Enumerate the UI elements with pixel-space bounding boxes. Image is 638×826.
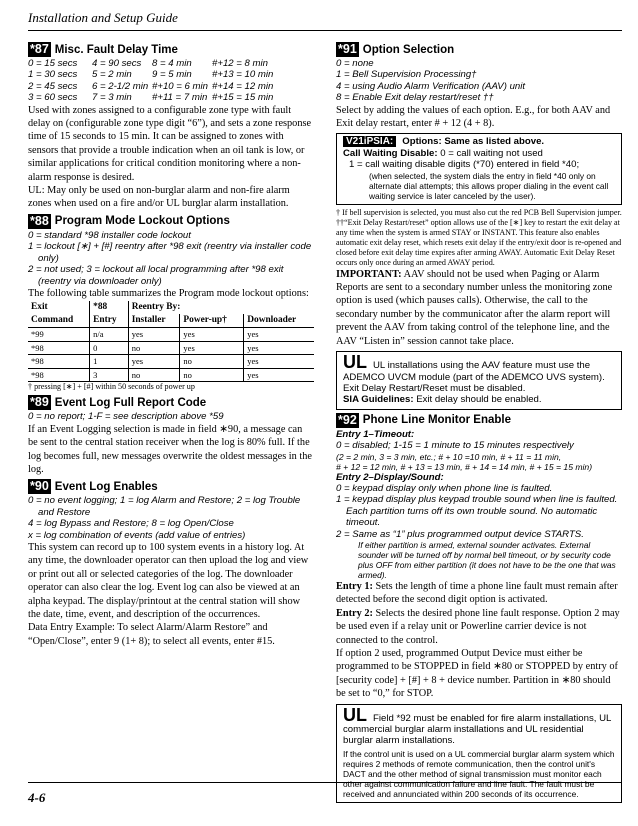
delay-option: #+14 = 12 min (212, 80, 274, 92)
entry2-heading: Entry 2–Display/Sound: (336, 471, 444, 483)
right-column (336, 42, 622, 806)
field-88-section (28, 214, 314, 392)
delay-option: 3 = 60 secs (28, 92, 78, 104)
log-option: 0 = no event logging; 1 = log Alarm and Restore; 2 = log Trouble and Restore (28, 495, 301, 518)
lockout-option: 0 = standard *98 installer code lockout (28, 229, 191, 241)
field-88-title (28, 214, 314, 229)
header-rule (28, 30, 622, 31)
field-number: *89 (30, 395, 49, 410)
delay-option: 6 = 2-1/2 min (92, 80, 149, 92)
delay-option: 0 = 15 secs (28, 58, 78, 69)
selection-option: 1 = Bell Supervision Processing† (336, 69, 477, 81)
delay-option: 5 = 2 min (92, 69, 132, 81)
lockout-table (28, 301, 314, 382)
delay-options-grid (28, 58, 314, 104)
field-name: Misc. Fault Delay Time (54, 43, 178, 56)
field-name: Option Selection (362, 43, 455, 56)
entry2-detail: If either partition is armed, external sounder activates. External sounder will be turned off by normal bell timeout, or by security code plus OFF from either partition (it does not have to be the one that was armed). (358, 539, 616, 580)
col-header: Power-up† (180, 314, 244, 328)
field-number: *88 (30, 213, 49, 228)
ul-logo: UL (343, 704, 367, 725)
field-number: *87 (30, 42, 49, 56)
field-87-title (28, 42, 314, 57)
option2-description: If option 2 used, programmed Output Device must either be programmed to be STOPPED in field ∗80 or STOPPED by entry of [security code] + [#] + 8 + device number. Partition in ∗80 should be set to “0,” for STOP. (336, 648, 618, 700)
bell-supervision-note: † If bell supervision is selected, you must also cut the red PCB Bell Supervision jumper. (336, 207, 622, 217)
field-name: Event Log Full Report Code (54, 396, 207, 409)
lockout-option: 2 = not used; 3 = lockout all local programming after *98 exit (reentry via downloader only) (28, 264, 284, 287)
field-90-title (28, 479, 314, 494)
left-column (28, 42, 314, 651)
table-row: *98 0 no yes yes (28, 341, 314, 355)
field-name: Program Mode Lockout Options (54, 215, 230, 228)
field-90-description: This system can record up to 100 system events in a history log. At any time, the downloader operator can then upload the log and view or print out all or selected categories of the log. The downloader operator can also clear the log. Event log can also be viewed at an alpha keypad. The display/printout at the central station will show the date, time, event, and description of the occurrences. (28, 541, 309, 620)
field-name: Event Log Enables (54, 480, 158, 493)
delay-option: #+12 = 8 min (212, 58, 269, 69)
field-number: *90 (30, 479, 49, 494)
table-footnote: † pressing [∗] + [#] within 50 seconds of power up (28, 382, 195, 392)
sia-guideline: SIA Guidelines: Exit delay should be enabled. (343, 394, 542, 406)
ul-commercial-note: If the control unit is used on a UL commercial burglar alarm system which requires 2 methods of remote communication, then the control unit's DACT and the other method of signal transmission must monitor each other against communication failure and line fault. The fault must be received and annunciated within 200 seconds of its occurrence. (343, 748, 615, 799)
entry1-detail: # + 12 = 12 min, # + 13 = 13 min, # + 14 = 14 min, # + 15 = 15 min) (336, 461, 593, 472)
lockout-option: 1 = lockout [∗] + [#] reentry after *98 exit (reentry via installer code only) (28, 241, 312, 264)
call-waiting-option: 1 = call waiting disable digits (*70) entered in field *40; (349, 159, 580, 171)
field-87-description: Used with zones assigned to a configurable zone type with fault delay on (configurable zone type digit “6”), and sets a zone response time of 15 seconds to 15 min. It can be assigned to zones with sensors that provide a trouble indication when an oil tank is low, or similar applications for critical condition monitoring where a non-alarm response is desired. (28, 104, 312, 183)
col-header: *88 (90, 301, 129, 314)
entry2-option: 1 = keypad display plus keypad trouble sound when line is faulted. Each partition turns off its own trouble sound. No automatic timeout. (336, 494, 618, 529)
delay-option: #+15 = 15 min (212, 92, 274, 104)
report-option: 0 = no report; 1-F = see description above *59 (28, 411, 224, 423)
col-header: Entry (90, 314, 129, 328)
table-row: *99 n/a yes yes yes (28, 328, 314, 342)
log-option: 4 = log Bypass and Restore; 8 = log Open/Close (28, 518, 234, 530)
field-number: *91 (338, 42, 357, 56)
entry1-detail: (2 = 2 min, 3 = 3 min, etc.; # + 10 =10 min, # + 11 = 11 min, (336, 451, 562, 462)
entry1-heading: Entry 1–Timeout: (336, 428, 415, 440)
field-name: Phone Line Monitor Enable (362, 414, 512, 427)
entry1-description: Entry 1: Sets the length of time a phone line fault must remain after detected before the second digit option is activated. (336, 580, 618, 606)
table-intro: The following table summarizes the Program mode lockout options: (28, 287, 309, 299)
call-waiting-detail: (when selected, the system dials the entry in field *40 only on alternate dial attempts; this allows proper dialing in the event call waiting service is later canceled by the user). (369, 170, 609, 201)
field-89-title (28, 395, 314, 410)
entry2-option: 0 = keypad display only when phone line is faulted. (336, 482, 553, 494)
ul-logo: UL (343, 352, 367, 373)
log-option: x = log combination of events (add value of entries) (28, 529, 246, 541)
v21-tag: V21iPSIA: (343, 136, 396, 147)
delay-option: 4 = 90 secs (92, 58, 142, 69)
ul-note-92: UL Field *92 must be enabled for fire alarm installations, UL commercial burglar alarm installations and UL residential burglar alarm installations. (343, 704, 612, 747)
delay-option: 2 = 45 secs (28, 80, 78, 92)
table-row: *98 3 no no yes (28, 368, 314, 382)
col-header: Installer (128, 314, 180, 328)
entry2-option: 2 = Same as “1” plus programmed output device STARTS. (336, 528, 584, 540)
ul-box-92 (336, 704, 622, 803)
ul-box-91 (336, 351, 622, 410)
page-header: Installation and Setup Guide (28, 10, 178, 25)
selection-option: 8 = Enable Exit delay restart/reset †† (336, 92, 494, 104)
entry2-description: Entry 2: Selects the desired phone line fault response. Option 2 may be used even if a relay unit or Powerline carrier device is not connected to the control. (336, 607, 620, 646)
exit-delay-note: ††“Exit Delay Restart/reset” option allows use of the [∗] key to restart the exit delay at any time when the system is armed STAY or INSTANT. This feature also enables automatic exit delay reset, which resets exit delay if the entry/exit door is re-opened and closed before exit delay time expires after arming AWAY. Automatic Exit Delay Reset occurs only once during an armed AWAY period. (336, 217, 622, 267)
field-89-description: If an Event Logging selection is made in field ∗90, a message can be sent to the central station receiver when the log is 80% full. If the log becomes full, new messages overwrite the oldest messages in the log. (28, 423, 312, 475)
field-91-title (336, 42, 622, 57)
ul-note-91: UL UL installations using the AAV feature must use the ADEMCO UVCM module (part of the ADEMCO UVS system). Exit Delay Restart/Reset must be disabled. (343, 352, 605, 394)
field-91-section (336, 42, 622, 410)
field-91-description: Select by adding the values of each option. E.g., for both AAV and Exit delay restart, enter # + 12 (4 + 8). (336, 104, 611, 130)
field-90-example: Data Entry Example: To select Alarm/Alarm Restore” and “Open/Close”, enter 9 (1+ 8); to select all events, enter #15. (28, 622, 275, 647)
field-87-section (28, 42, 314, 211)
field-89-section (28, 395, 314, 476)
col-header: Reentry By: (128, 301, 314, 314)
delay-option: 9 = 5 min (152, 69, 192, 81)
delay-option: 8 = 4 min (152, 58, 192, 69)
col-header: Downloader (244, 314, 314, 328)
col-header: Command (28, 314, 90, 328)
field-number: *92 (338, 412, 357, 427)
v21-options-line: V21iPSIA: Options: Same as listed above. (343, 136, 615, 147)
page-number: 4-6 (28, 790, 46, 805)
col-header: Exit (31, 302, 48, 313)
footer-rule (28, 782, 622, 783)
delay-option: 1 = 30 secs (28, 69, 78, 81)
v21ipsia-box (336, 133, 622, 204)
field-90-section (28, 479, 314, 648)
field-92-title (336, 413, 622, 428)
field-92-section (336, 413, 622, 803)
field-87-ul-note: UL: May only be used on non-burglar alarm and non-fire alarm zones when used on a fire and/or UL burglar alarm installation. (28, 185, 290, 210)
call-waiting-line: Call Waiting Disable: 0 = call waiting not used (343, 147, 543, 159)
important-note: IMPORTANT: AAV should not be used when Paging or Alarm Reports are sent to a secondary number unless the monitoring zone option is used (which pauses calls). Otherwise, the call to the secondary number by the communicator after the alarm report will prevent the AAV from taking control of the telephone line, and the AAV “Listen in” session cannot take place. (336, 268, 613, 347)
delay-option: 7 = 3 min (92, 92, 132, 104)
table-row: *98 1 yes no yes (28, 355, 314, 369)
delay-option: #+11 = 7 min (152, 92, 208, 104)
delay-option: #+13 = 10 min (212, 69, 274, 81)
delay-option: #+10 = 6 min (152, 80, 209, 92)
selection-option: 4 = using Audio Alarm Verification (AAV) unit (336, 80, 526, 92)
entry1-option: 0 = disabled; 1-15 = 1 minute to 15 minutes respectively (336, 440, 574, 452)
selection-option: 0 = none (336, 58, 374, 69)
